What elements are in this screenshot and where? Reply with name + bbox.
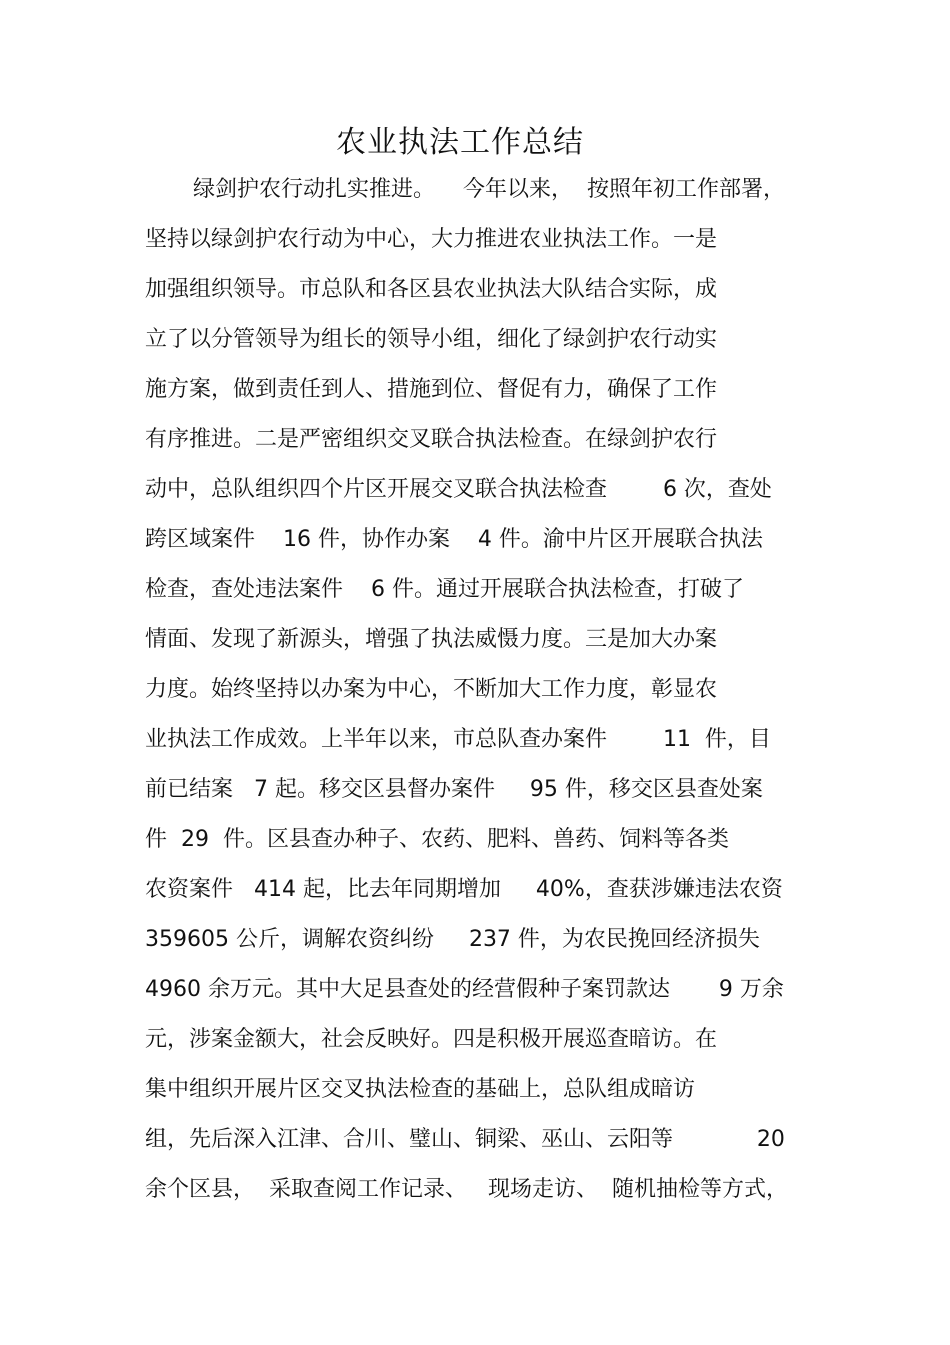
body-line-16: 359605 公斤，调解农资纠纷 237 件，为农民挽回经济损失 xyxy=(145,927,760,952)
body-line-12: 业执法工作成效。上半年以来，市总队查办案件 11 件，目 xyxy=(145,727,771,752)
body-line-2: 坚持以绿剑护农行动为中心，大力推进农业执法工作。一是 xyxy=(145,227,718,252)
body-line-15: 农资案件 414 起，比去年同期增加 40%，查获涉嫌违法农资 xyxy=(145,877,783,902)
body-line-19: 集中组织开展片区交叉执法检查的基础上，总队组成暗访 xyxy=(145,1077,696,1102)
body-line-6: 有序推进。二是严密组织交叉联合执法检查。在绿剑护农行 xyxy=(145,427,718,452)
body-line-4: 立了以分管领导为组长的领导小组，细化了绿剑护农行动实 xyxy=(145,327,718,352)
body-line-20: 组，先后深入江津、合川、璧山、铜梁、巫山、云阳等 20 xyxy=(145,1127,785,1152)
body-line-13: 前已结案 7 起。移交区县督办案件 95 件，移交区县查处案 xyxy=(145,777,763,802)
body-line-11: 力度。始终坚持以办案为中心，不断加大工作力度，彰显农 xyxy=(145,677,718,702)
body-line-7: 动中，总队组织四个片区开展交叉联合执法检查 6 次，查处 xyxy=(145,477,772,502)
body-line-5: 施方案，做到责任到人、措施到位、督促有力，确保了工作 xyxy=(145,377,718,402)
body-line-9: 检查，查处违法案件 6 件。通过开展联合执法检查，打破了 xyxy=(145,577,744,602)
body-line-17: 4960 余万元。其中大足县查处的经营假种子案罚款达 9 万余 xyxy=(145,977,784,1002)
body-line-8: 跨区域案件 16 件，协作办案 4 件。渝中片区开展联合执法 xyxy=(145,527,763,552)
body-line-1: 绿剑护农行动扎实推进。 今年以来， 按照年初工作部署， xyxy=(193,177,785,202)
body-line-3: 加强组织领导。市总队和各区县农业执法大队结合实际，成 xyxy=(145,277,718,302)
document-title: 农业执法工作总结 xyxy=(336,125,584,160)
body-line-10: 情面、发现了新源头，增强了执法威慑力度。三是加大办案 xyxy=(145,627,718,652)
document-body xyxy=(145,165,825,1215)
body-line-14: 件 29 件。区县查办种子、农药、肥料、兽药、饲料等各类 xyxy=(145,827,729,852)
body-line-21: 余个区县， 采取查阅工作记录、 现场走访、 随机抽检等方式， xyxy=(145,1177,788,1202)
body-line-18: 元，涉案金额大，社会反映好。四是积极开展巡查暗访。在 xyxy=(145,1027,718,1052)
